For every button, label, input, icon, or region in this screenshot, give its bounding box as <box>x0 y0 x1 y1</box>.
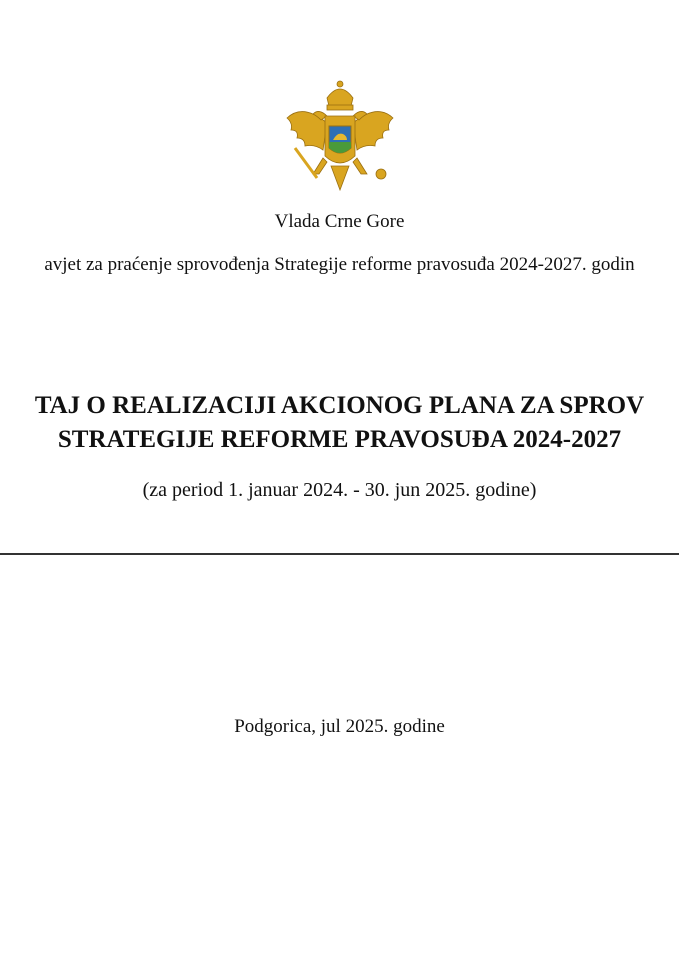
council-name: avjet za praćenje sprovođenja Strategije reforme pravosuđa 2024-2027. godin <box>44 254 635 275</box>
document-title-line-1: TAJ O REALIZACIJI AKCIONOG PLANA ZA SPROV <box>34 392 645 419</box>
horizontal-divider <box>0 553 679 555</box>
government-name: Vlada Crne Gore <box>274 211 405 232</box>
document-title-line-2: STRATEGIJE REFORME PRAVOSUĐA 2024-2027 <box>57 426 622 453</box>
place-and-date: Podgorica, jul 2025. godine <box>234 716 445 737</box>
reporting-period: (za period 1. januar 2024. - 30. jun 2025. godine) <box>142 479 537 501</box>
coat-of-arms-icon <box>283 78 397 200</box>
